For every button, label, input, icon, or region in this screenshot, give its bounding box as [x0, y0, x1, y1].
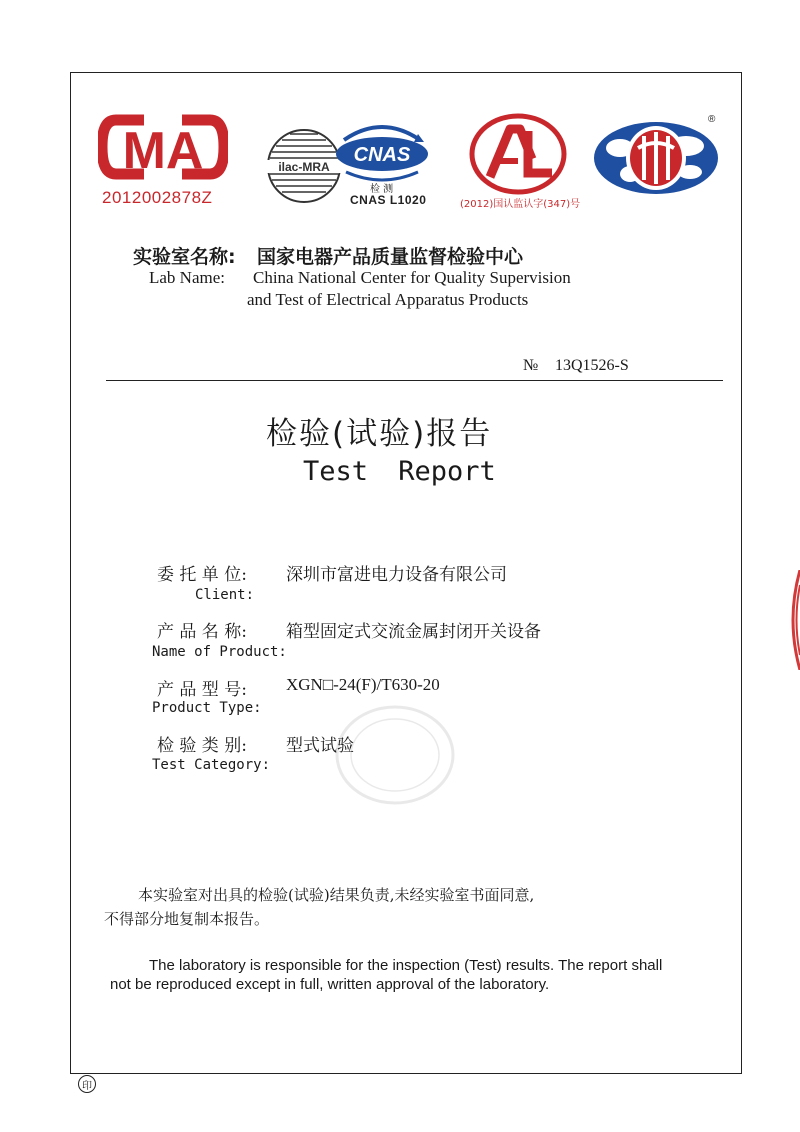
- cnas-text: CNAS: [353, 144, 411, 166]
- field-test-category-label-cn: 检 验 类 别:: [157, 736, 247, 756]
- notice-en-line1: The laboratory is responsible for the inspection (Test) results. The report shall: [149, 957, 663, 974]
- field-client-label-cn: 委 托 单 位:: [157, 565, 247, 585]
- red-seal-edge-icon: [786, 570, 800, 670]
- field-product-name-value: 箱型固定式交流金属封闭开关设备: [286, 622, 541, 642]
- faint-stamp-icon: [330, 700, 460, 810]
- title-cn: 检验(试验)报告: [266, 416, 493, 452]
- notice-en-line2: not be reproduced except in full, written approval of the laboratory.: [110, 976, 550, 993]
- cma-mark-icon: [98, 112, 228, 182]
- lab-name-cn-label: 实验室名称:: [133, 246, 236, 268]
- lab-name-en-line2: and Test of Electrical Apparatus Products: [247, 290, 529, 309]
- field-product-type-value: XGN□-24(F)/T630-20: [286, 675, 440, 694]
- field-product-name-label-en: Name of Product:: [152, 644, 287, 660]
- notice-cn-line2: 不得部分地复制本报告。: [104, 910, 270, 928]
- lab-name-en-line1: China National Center for Quality Supervision: [253, 268, 571, 287]
- cnas-sub: 检 测: [370, 184, 394, 195]
- cnas-mark-icon: [332, 120, 432, 182]
- field-product-type-label-cn: 产 品 型 号:: [157, 680, 247, 700]
- ilac-text: ilac-MRA: [278, 160, 330, 174]
- quality-globe-logo: [590, 114, 722, 198]
- field-product-type-label-en: Product Type:: [152, 700, 262, 716]
- cal-caption: (2012)国认监认字(347)号: [460, 199, 581, 210]
- field-client-label-en: Client:: [195, 587, 255, 603]
- report-no-value: 13Q1526-S: [555, 357, 629, 374]
- field-product-name-label-cn: 产 品 名 称:: [157, 622, 247, 642]
- cnas-code: CNAS L1020: [350, 193, 427, 207]
- print-mark-text: 印: [82, 1081, 92, 1092]
- field-test-category-value: 型式试验: [286, 736, 354, 756]
- lab-name-en-label: Lab Name:: [149, 268, 225, 287]
- field-client-value: 深圳市富进电力设备有限公司: [286, 565, 507, 585]
- cnas-logo: [332, 120, 432, 212]
- cal-logo: [456, 113, 580, 213]
- print-mark: [78, 1075, 96, 1093]
- cma-logo: [98, 112, 228, 212]
- svg-text:MA: MA: [122, 122, 204, 180]
- field-test-category-label-en: Test Category:: [152, 757, 271, 773]
- cma-number: 2012002878Z: [102, 188, 213, 207]
- cal-mark-icon: [456, 113, 580, 195]
- report-no-label: №: [523, 357, 539, 374]
- title-en: Test Report: [303, 456, 496, 487]
- lab-name-cn: 国家电器产品质量监督检验中心: [257, 246, 524, 268]
- globe-icon: [590, 118, 722, 198]
- notice-cn-line1: 本实验室对出具的检验(试验)结果负责,未经实验室书面同意,: [138, 886, 535, 904]
- registered-mark: ®: [708, 114, 716, 125]
- header-divider: [106, 380, 723, 381]
